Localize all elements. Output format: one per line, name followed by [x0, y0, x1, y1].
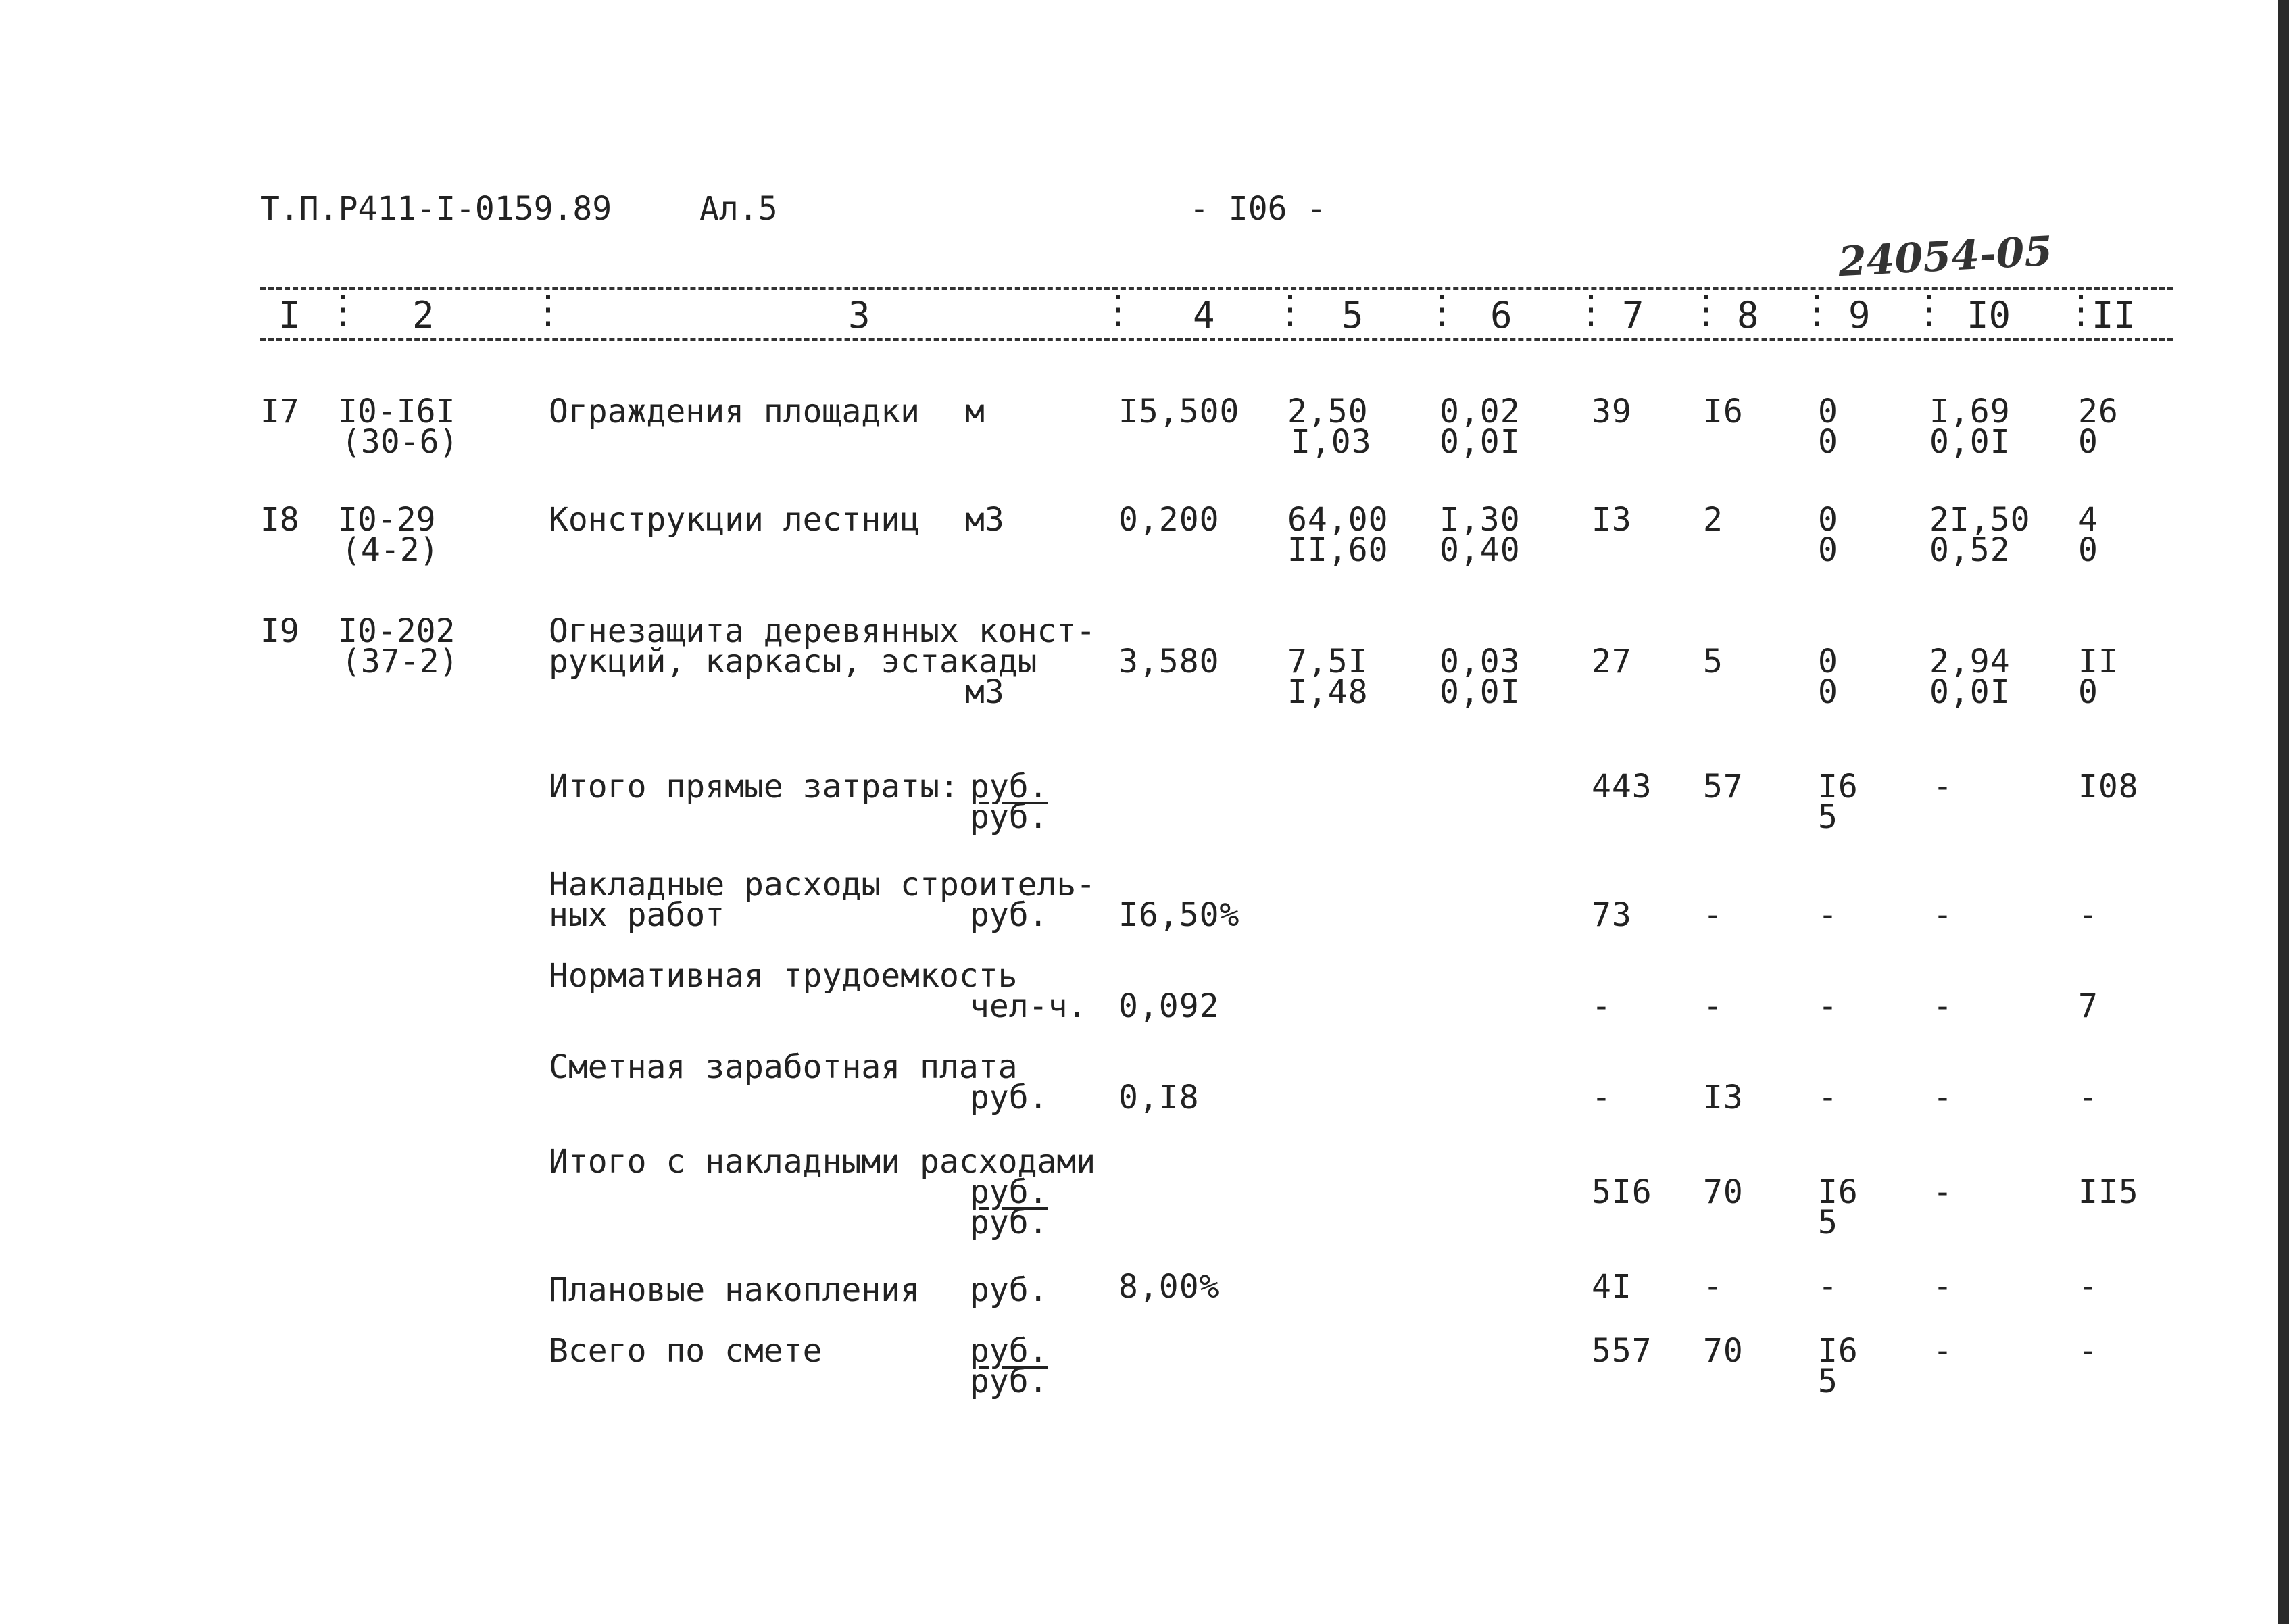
- col9-bottom: 5: [1818, 1362, 1838, 1400]
- totals-unit-bottom: руб.: [970, 798, 1048, 836]
- work-name-line1: Огнезащита деревянных конст-: [549, 612, 1096, 650]
- row-number: I9: [260, 612, 299, 650]
- col6-top: 0,03: [1439, 643, 1521, 681]
- col8: I3: [1703, 1079, 1744, 1116]
- col-separator: ⋮: [1686, 286, 1725, 332]
- unit: м: [965, 393, 985, 430]
- col10: -: [1933, 1332, 1953, 1370]
- totals-unit-bottom: руб.: [970, 1204, 1048, 1241]
- rate-subcode: (37-2): [341, 643, 459, 681]
- header-bottom-rule: [260, 338, 2173, 341]
- rate-code: I0-I6I: [338, 393, 456, 430]
- col7: -: [1592, 987, 1612, 1025]
- col11: -: [2078, 1079, 2098, 1116]
- col10-bottom: 0,52: [1929, 531, 2011, 569]
- col10: -: [1933, 768, 1953, 806]
- quantity: 0,200: [1118, 501, 1220, 539]
- col-header-2: 2: [412, 294, 435, 337]
- col11-bottom: 0: [2078, 423, 2098, 461]
- col8: 2: [1703, 501, 1723, 539]
- col-header-8: 8: [1737, 294, 1759, 337]
- col5-bottom: I,48: [1287, 673, 1369, 711]
- col5-top: 2,50: [1287, 393, 1369, 430]
- col6-bottom: 0,40: [1439, 531, 1521, 569]
- col10-top: I,69: [1929, 393, 2011, 430]
- col8: I6: [1703, 393, 1744, 430]
- col6-bottom: 0,0I: [1439, 673, 1521, 711]
- col6-top: I,30: [1439, 501, 1521, 539]
- col-header-5: 5: [1342, 294, 1364, 337]
- col-separator: ⋮: [1798, 286, 1837, 332]
- quantity: I5,500: [1118, 393, 1240, 430]
- col11-top: II: [2078, 643, 2119, 681]
- totals-label: Всего по смете: [549, 1332, 822, 1370]
- col11: -: [2078, 1332, 2098, 1370]
- col7: 73: [1592, 896, 1632, 934]
- col11: -: [2078, 1268, 2098, 1306]
- col11: II5: [2078, 1173, 2139, 1211]
- col5-top: 7,5I: [1287, 643, 1369, 681]
- col7: 39: [1592, 393, 1632, 430]
- col10-bottom: 0,0I: [1929, 673, 2011, 711]
- col10-top: 2,94: [1929, 643, 2011, 681]
- col4: 0,I8: [1118, 1079, 1200, 1116]
- col-header-1: I: [278, 294, 301, 337]
- col9: -: [1818, 1268, 1838, 1306]
- col-header-7: 7: [1622, 294, 1644, 337]
- col11-bottom: 0: [2078, 673, 2098, 711]
- col11: I08: [2078, 768, 2139, 806]
- col9: -: [1818, 1079, 1838, 1116]
- col9: -: [1818, 896, 1838, 934]
- col-separator: ⋮: [2061, 286, 2100, 332]
- col8: -: [1703, 896, 1723, 934]
- col9-bottom: 5: [1818, 1204, 1838, 1241]
- rate-code: I0-29: [338, 501, 436, 539]
- col4: 8,00%: [1118, 1268, 1220, 1306]
- col7: 27: [1592, 643, 1632, 681]
- col-header-10: I0: [1967, 294, 2011, 337]
- rate-subcode: (30-6): [341, 423, 459, 461]
- col8: 70: [1703, 1173, 1744, 1211]
- col-separator: ⋮: [1271, 286, 1310, 332]
- totals-unit-bottom: руб.: [970, 1362, 1048, 1400]
- work-name-line2: рукций, каркасы, эстакады: [549, 643, 1037, 681]
- col10: -: [1933, 1173, 1953, 1211]
- doc-code: Т.П.Р411-I-0159.89: [260, 190, 612, 228]
- totals-label: Сметная заработная плата: [549, 1048, 1018, 1086]
- col-separator: ⋮: [323, 286, 362, 332]
- col11-top: 26: [2078, 393, 2119, 430]
- totals-label: Плановые накопления: [549, 1271, 920, 1309]
- col-separator: ⋮: [1098, 286, 1137, 332]
- col4: I6,50%: [1118, 896, 1240, 934]
- col-header-3: 3: [848, 294, 870, 337]
- col-header-4: 4: [1193, 294, 1215, 337]
- totals-unit: руб.: [970, 896, 1048, 934]
- col7: -: [1592, 1079, 1612, 1116]
- col8: -: [1703, 1268, 1723, 1306]
- col7: 443: [1592, 768, 1652, 806]
- col10-bottom: 0,0I: [1929, 423, 2011, 461]
- col4: 0,092: [1118, 987, 1220, 1025]
- col-separator: ⋮: [1423, 286, 1462, 332]
- col-separator: ⋮: [1571, 286, 1610, 332]
- work-name: Конструкции лестниц: [549, 501, 920, 539]
- col10: -: [1933, 896, 1953, 934]
- col11-top: 4: [2078, 501, 2098, 539]
- rate-subcode: (4-2): [341, 531, 439, 569]
- col11-bottom: 0: [2078, 531, 2098, 569]
- page-number: - I06 -: [1189, 190, 1327, 228]
- page-right-border: [2278, 0, 2289, 1624]
- totals-label-line1: Накладные расходы строитель-: [549, 866, 1096, 904]
- col9-bottom: 0: [1818, 531, 1838, 569]
- rate-code: I0-202: [338, 612, 456, 650]
- col10: -: [1933, 1268, 1953, 1306]
- col9-top: 0: [1818, 501, 1838, 539]
- col5-bottom: II,60: [1287, 531, 1389, 569]
- col7: I3: [1592, 501, 1632, 539]
- col6-top: 0,02: [1439, 393, 1521, 430]
- col7: 4I: [1592, 1268, 1632, 1306]
- col8: -: [1703, 987, 1723, 1025]
- col9-top: 0: [1818, 643, 1838, 681]
- totals-unit-top: руб.: [970, 1332, 1048, 1370]
- col10-top: 2I,50: [1929, 501, 2031, 539]
- col6-bottom: 0,0I: [1439, 423, 1521, 461]
- totals-label: Итого прямые затраты:: [549, 768, 959, 806]
- col-header-11: II: [2092, 294, 2136, 337]
- col9-top: 0: [1818, 393, 1838, 430]
- totals-unit: руб.: [970, 1271, 1048, 1309]
- totals-unit: чел-ч.: [970, 987, 1087, 1025]
- col9: -: [1818, 987, 1838, 1025]
- col5-top: 64,00: [1287, 501, 1389, 539]
- totals-label: Нормативная трудоемкость: [549, 957, 1018, 995]
- work-name: Ограждения площадки: [549, 393, 920, 430]
- col10: -: [1933, 987, 1953, 1025]
- unit: м3: [965, 501, 1004, 539]
- row-number: I8: [260, 501, 299, 539]
- totals-label: Итого с накладными расходами: [549, 1143, 1096, 1181]
- col7: 5I6: [1592, 1173, 1652, 1211]
- col8: 5: [1703, 643, 1723, 681]
- col7: 557: [1592, 1332, 1652, 1370]
- col-separator: ⋮: [528, 286, 568, 332]
- totals-label-line2: ных работ: [549, 896, 725, 934]
- sheet-label: Ал.5: [699, 190, 778, 228]
- col8: 57: [1703, 768, 1744, 806]
- col8: 70: [1703, 1332, 1744, 1370]
- col-header-9: 9: [1848, 294, 1871, 337]
- row-number: I7: [260, 393, 299, 430]
- totals-unit-top: руб.: [970, 768, 1048, 806]
- col9-bottom: 0: [1818, 423, 1838, 461]
- col5-bottom: I,03: [1291, 423, 1372, 461]
- quantity: 3,580: [1118, 643, 1220, 681]
- col10: -: [1933, 1079, 1953, 1116]
- handwritten-stamp: 24054-05: [1837, 227, 2054, 287]
- col9-top: I6: [1818, 768, 1859, 806]
- col-separator: ⋮: [1909, 286, 1948, 332]
- col9-bottom: 5: [1818, 798, 1838, 836]
- col9-top: I6: [1818, 1173, 1859, 1211]
- col-header-6: 6: [1490, 294, 1512, 337]
- col11: -: [2078, 896, 2098, 934]
- col11: 7: [2078, 987, 2098, 1025]
- col9-bottom: 0: [1818, 673, 1838, 711]
- totals-unit: руб.: [970, 1079, 1048, 1116]
- unit: м3: [965, 673, 1004, 711]
- totals-unit-top: руб.: [970, 1173, 1048, 1211]
- col9-top: I6: [1818, 1332, 1859, 1370]
